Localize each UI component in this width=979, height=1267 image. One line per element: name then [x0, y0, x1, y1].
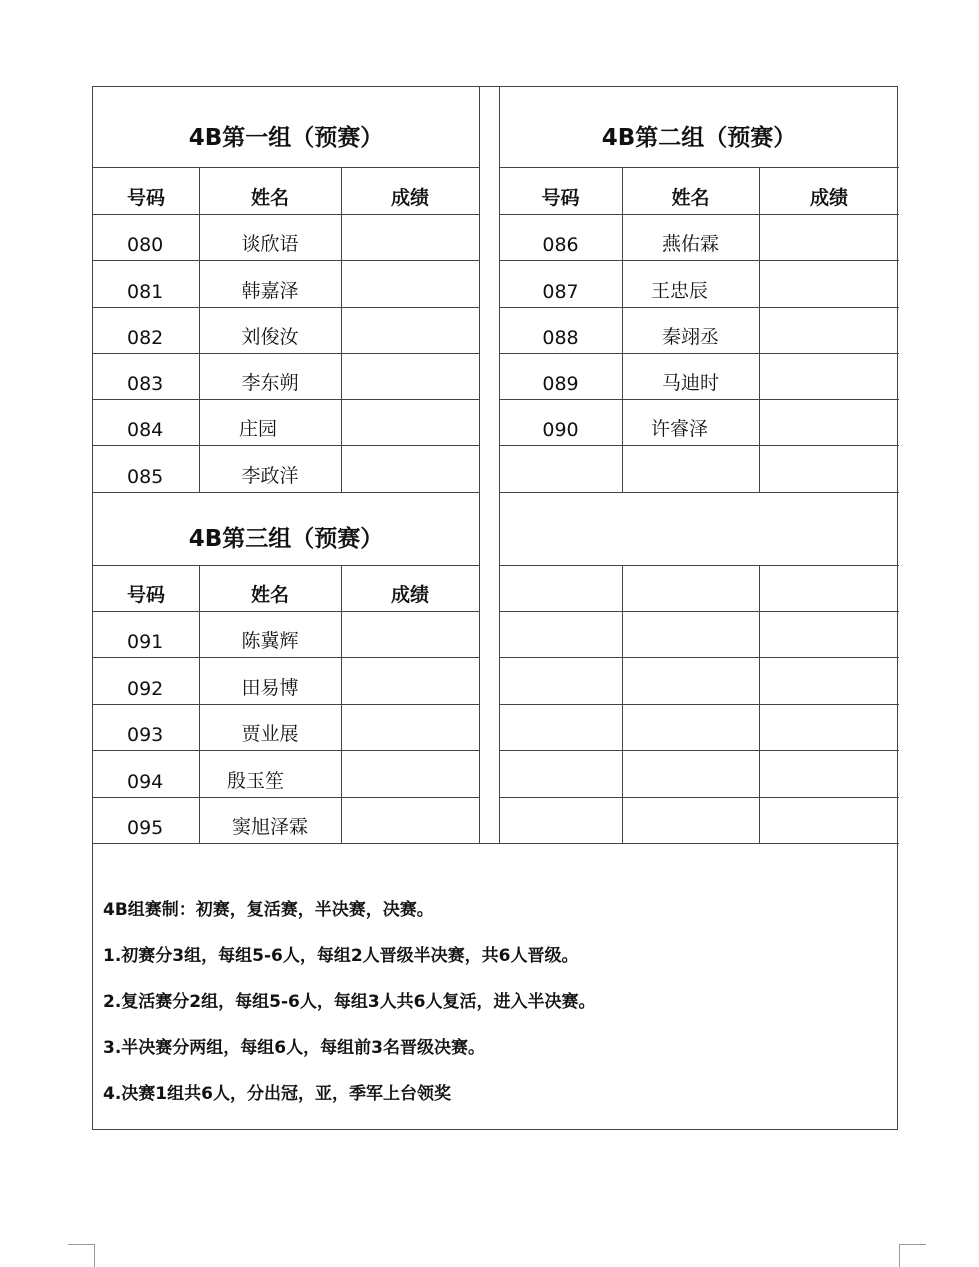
- table-row-score[interactable]: [341, 445, 479, 492]
- table-row-number: 093: [127, 724, 164, 746]
- table-row-score[interactable]: [341, 307, 479, 353]
- header-name: 姓名: [671, 187, 710, 209]
- group-2-title: 4B第二组（预赛）: [601, 125, 797, 151]
- rule-item: 3.半决赛分两组，每组6人，每组前3名晋级决赛。: [103, 1038, 485, 1058]
- table-row-name: 谈欣语: [241, 233, 299, 255]
- table-row-name: 韩嘉泽: [241, 280, 299, 302]
- page-corner-mark: [899, 1244, 926, 1267]
- table-row-number: 086: [542, 234, 579, 256]
- table-row-name: 李东朔: [241, 372, 299, 394]
- table-row-name: 殷玉笙: [227, 770, 285, 792]
- rule-item: 2.复活赛分2组，每组5-6人，每组3人共6人复活，进入半决赛。: [103, 992, 596, 1012]
- rule-item: 1.初赛分3组，每组5-6人，每组2人晋级半决赛，共6人晋级。: [103, 946, 579, 966]
- table-row-score[interactable]: [341, 704, 479, 750]
- table-row-number: 084: [127, 419, 164, 441]
- table-row-score[interactable]: [759, 260, 899, 307]
- table-row-number: 088: [542, 327, 579, 349]
- grid-line: [499, 750, 899, 751]
- grid-line: [93, 843, 899, 844]
- table-row-number: 083: [127, 373, 164, 395]
- table-row-number: 092: [127, 678, 164, 700]
- table-row-score[interactable]: [341, 750, 479, 797]
- header-number: 号码: [541, 187, 580, 209]
- table-row-number: 095: [127, 817, 164, 839]
- table-row-score[interactable]: [341, 214, 479, 260]
- table-row-score[interactable]: [341, 353, 479, 399]
- grid-line: [479, 87, 480, 844]
- table-row-score[interactable]: [341, 260, 479, 307]
- table-row-score[interactable]: [759, 399, 899, 445]
- table-row-number: 087: [542, 281, 579, 303]
- group-3-title: 4B第三组（预赛）: [188, 526, 384, 552]
- grid-line: [499, 445, 899, 446]
- grid-line: [499, 611, 899, 612]
- table-row-score[interactable]: [759, 353, 899, 399]
- rules-heading: 4B组赛制：初赛，复活赛，半决赛，决赛。: [103, 900, 434, 920]
- table-row-number: 081: [127, 281, 164, 303]
- header-score: 成绩: [390, 584, 429, 606]
- table-row-name: 陈冀辉: [241, 630, 299, 652]
- group-1-title: 4B第一组（预赛）: [188, 125, 384, 151]
- header-score: 成绩: [390, 187, 429, 209]
- table-row-name: 刘俊汝: [241, 326, 299, 348]
- header-score: 成绩: [809, 187, 848, 209]
- table-row-number: 091: [127, 631, 164, 653]
- table-row-name: 田易博: [241, 677, 299, 699]
- table-row-name: 庄园: [239, 418, 278, 440]
- table-row-number: 080: [127, 234, 164, 256]
- grid-line: [499, 565, 899, 566]
- table-row-number: 094: [127, 771, 164, 793]
- grid-line: [499, 492, 899, 493]
- table-row-name: 秦翊丞: [661, 326, 719, 348]
- table-row-number: 090: [542, 419, 579, 441]
- table-row-name: 王忠辰: [651, 280, 709, 302]
- header-name: 姓名: [250, 584, 289, 606]
- table-row-score[interactable]: [759, 307, 899, 353]
- table-row-score[interactable]: [341, 797, 479, 843]
- table-row-name: 李政洋: [241, 465, 299, 487]
- table-row-score[interactable]: [341, 399, 479, 445]
- rule-item: 4.决赛1组共6人，分出冠，亚，季军上台领奖: [103, 1084, 451, 1104]
- header-name: 姓名: [250, 187, 289, 209]
- table-row-number: 085: [127, 466, 164, 488]
- table-row-name: 马迪时: [661, 372, 719, 394]
- table-row-score[interactable]: [759, 214, 899, 260]
- grid-line: [93, 492, 479, 493]
- table-row-score[interactable]: [341, 611, 479, 657]
- table-row-name: 贾业展: [241, 723, 299, 745]
- page-corner-mark: [68, 1244, 95, 1267]
- table-row-score[interactable]: [341, 657, 479, 704]
- table-row-number: 089: [542, 373, 579, 395]
- grid-line: [499, 704, 899, 705]
- table-row-name: 许睿泽: [651, 418, 709, 440]
- score-sheet: [92, 86, 898, 1130]
- table-row-name: 窦旭泽霖: [231, 816, 308, 838]
- table-row-name: 燕佑霖: [661, 233, 719, 255]
- grid-line: [499, 797, 899, 798]
- table-row-number: 082: [127, 327, 164, 349]
- header-number: 号码: [126, 584, 165, 606]
- header-number: 号码: [126, 187, 165, 209]
- grid-line: [499, 657, 899, 658]
